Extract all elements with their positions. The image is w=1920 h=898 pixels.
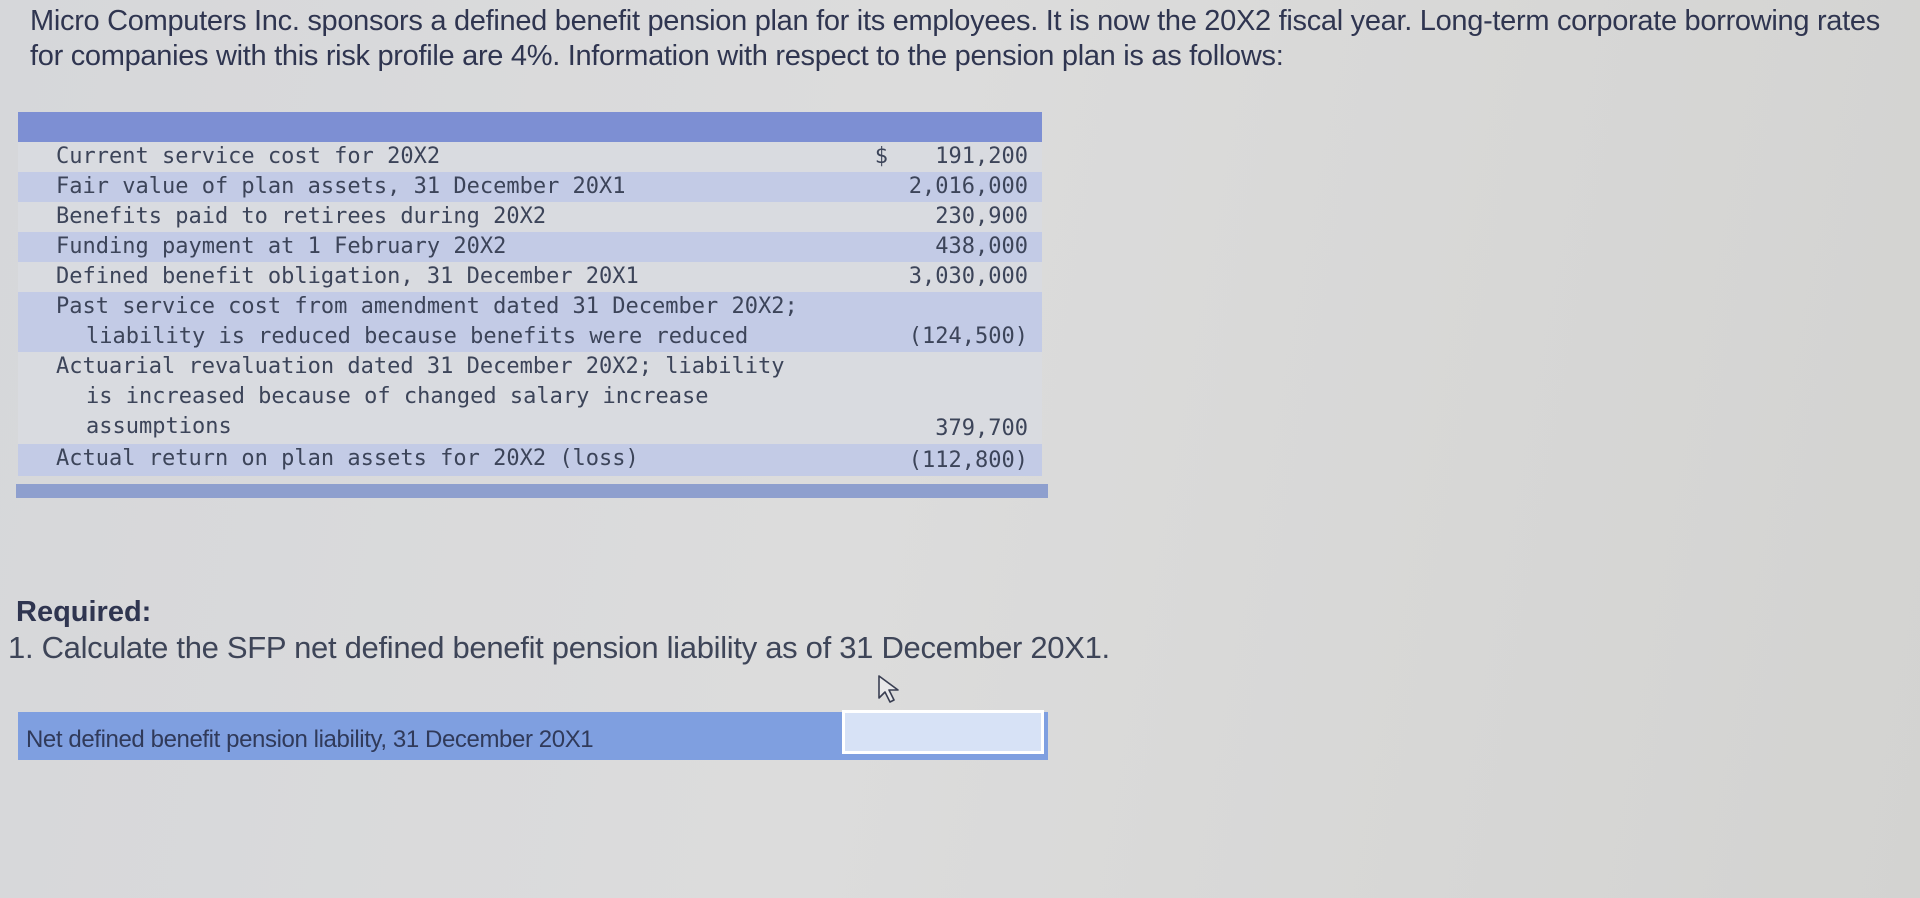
table-footer-bar	[16, 484, 1048, 498]
row-amount: 379,700	[935, 416, 1028, 441]
row-label: Current service cost for 20X2	[56, 144, 441, 169]
table-row	[18, 262, 1042, 292]
row-amount: 3,030,000	[908, 264, 1028, 289]
row-amount: (112,800)	[908, 448, 1028, 473]
question-text: 1. Calculate the SFP net defined benefit pension liability as of 31 December 20X1.	[8, 630, 1110, 665]
answer-label: Net defined benefit pension liability, 31 December 20X1	[26, 726, 594, 753]
row-label: Past service cost from amendment dated 31 December 20X2; liability is reduced because benefits were reduced	[56, 294, 798, 349]
row-label: Actuarial revaluation dated 31 December 20X2; liability is increased because of changed salary increase assumptions	[56, 354, 785, 439]
mouse-pointer-icon	[876, 674, 902, 704]
table-header-bar	[18, 112, 1042, 142]
row-label: Fair value of plan assets, 31 December 20X1	[56, 174, 626, 199]
currency-symbol: $	[874, 144, 888, 169]
table-row	[18, 292, 1042, 352]
row-amount: 438,000	[935, 234, 1028, 259]
row-amount: (124,500)	[908, 324, 1028, 349]
row-amount: 191,200	[935, 144, 1028, 169]
table-row	[18, 444, 1042, 476]
table-row	[18, 232, 1042, 262]
net-liability-input[interactable]	[842, 710, 1044, 754]
row-label: Actual return on plan assets for 20X2 (loss)	[56, 446, 639, 471]
table-row	[18, 202, 1042, 232]
table-row	[18, 172, 1042, 202]
row-amount: 2,016,000	[908, 174, 1028, 199]
problem-intro: Micro Computers Inc. sponsors a defined benefit pension plan for its employees. It is now the 20X2 fiscal year. Long-term corporate borrowing rates for companies with this risk profile are 4%. Information with respect to the pension plan is as follows:	[30, 5, 1880, 72]
table-row	[18, 142, 1042, 172]
row-amount: 230,900	[935, 204, 1028, 229]
row-label: Defined benefit obligation, 31 December 20X1	[56, 264, 639, 289]
table-row	[18, 352, 1042, 444]
row-label: Benefits paid to retirees during 20X2	[56, 204, 547, 229]
required-heading: Required:	[16, 596, 152, 628]
row-label: Funding payment at 1 February 20X2	[56, 234, 507, 259]
